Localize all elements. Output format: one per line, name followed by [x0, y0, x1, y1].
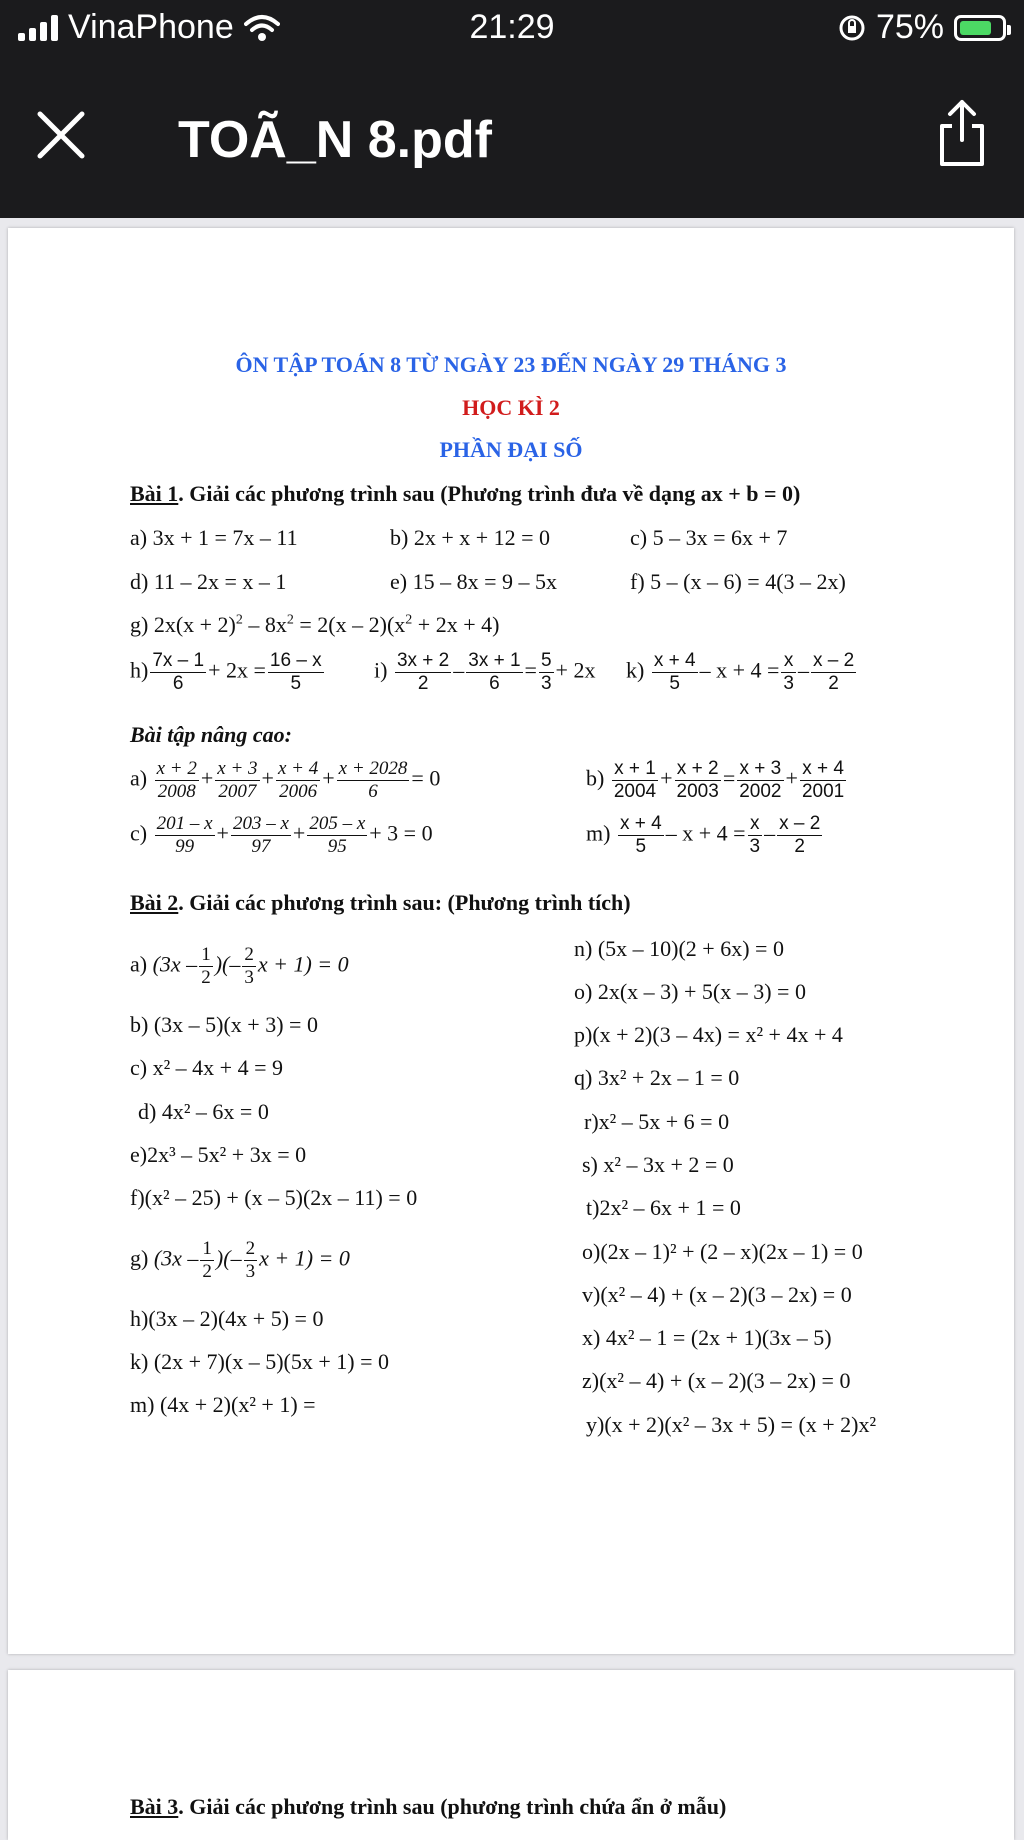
- bai1-c: c) 5 – 3x = 6x + 7: [630, 525, 788, 550]
- bai2-g: g) (3x – $\frac{1}{2}$ )(– $\frac{2}{3}$ x + 1) = 0: [130, 1238, 350, 1282]
- bai2-c: c) x² – 4x + 4 = 9: [130, 1055, 284, 1080]
- advanced-m: m) $\frac{x + 4}{5}$ – x + 4 = $\frac{x}{3}$ – $\frac{x - 2}{2}$: [586, 813, 821, 857]
- battery-percent: 75%: [875, 8, 944, 46]
- status-bar: [0, 0, 1024, 62]
- bai1-g: g) $2x(x + 2)^2 - 8x^2 = 2(x - 2)(x^2 + 2x + 4)$: [130, 612, 500, 637]
- bai2-o: o) 2x(x – 3) + 5(x – 3) = 0: [574, 979, 806, 1004]
- bai1-f: f) 5 – (x – 6) = 4(3 – 2x): [630, 569, 846, 594]
- doc-heading: ÔN TẬP TOÁN 8 TỪ NGÀY 23 ĐẾN NGÀY 29 THÁNG 3: [235, 352, 787, 377]
- bai2-z: z)(x² – 4) + (x – 2)(3 – 2x) = 0: [582, 1368, 851, 1393]
- bai2-f: f)(x² – 25) + (x – 5)(2x – 11) = 0: [130, 1185, 418, 1210]
- bai2-h: h)(3x – 2)(4x + 5) = 0: [130, 1306, 324, 1331]
- advanced-a: a) $\frac{x + 2}{2008}$ + $\frac{x + 3}{2007}$ + $\frac{x + 4}{2006}$ + $\frac{x + 2028}{6}$ = 0: [130, 758, 441, 802]
- top-bar: [0, 62, 1024, 218]
- bai2-p: p)(x + 2)(3 – 4x) = x² + 4x + 4: [574, 1022, 843, 1047]
- bai2-m: m) (4x + 2)(x² + 1) =: [130, 1392, 316, 1417]
- bai2-o2: o)(2x – 1)² + (2 – x)(2x – 1) = 0: [582, 1239, 863, 1264]
- bai2-d: d) 4x² – 6x = 0: [138, 1099, 269, 1124]
- bai2-n: n) (5x – 10)(2 + 6x) = 0: [574, 936, 784, 961]
- bai2-s: s) x² – 3x + 2 = 0: [582, 1152, 734, 1177]
- bai2-k: k) (2x + 7)(x – 5)(5x + 1) = 0: [130, 1349, 390, 1374]
- bai2-r: r)x² – 5x + 6 = 0: [584, 1109, 730, 1134]
- clock: 21:29: [469, 8, 555, 46]
- bai2-y: y)(x + 2)(x² – 3x + 5) = (x + 2)x²: [586, 1412, 877, 1437]
- bai1-d: d) 11 – 2x = x – 1: [130, 569, 287, 594]
- bai2-heading: Bài 2. Giải các phương trình sau: (Phương trình tích): [130, 890, 631, 915]
- bai1-b: b) 2x + x + 12 = 0: [390, 525, 551, 550]
- battery-icon: [954, 15, 1006, 41]
- bai1-k: k) $\frac{x + 4}{5}$ – x + 4 = $\frac{x}{3}$ – $\frac{x - 2}{2}$: [626, 650, 855, 694]
- bai2-x: x) 4x² – 1 = (2x + 1)(3x – 5): [582, 1325, 832, 1350]
- bai1-e: e) 15 – 8x = 9 – 5x: [390, 569, 557, 594]
- bai1-heading: Bài 1. Giải các phương trình sau (Phương trình đưa về dạng ax + b = 0): [130, 481, 801, 506]
- rotation-lock-icon: [838, 14, 866, 42]
- share-icon[interactable]: [934, 98, 990, 168]
- bai1-i: i) $\frac{3x + 2}{2}$ – $\frac{3x + 1}{6}$ = $\frac{5}{3}$ + 2x: [374, 650, 596, 694]
- document-title: TOÃ_N 8.pdf: [178, 111, 492, 169]
- status-right: [838, 8, 1006, 47]
- close-icon[interactable]: [34, 108, 88, 162]
- pdf-page-1[interactable]: [8, 228, 1014, 1654]
- advanced-b: b) $\frac{x + 1}{2004}$ + $\frac{x + 2}{2003}$ = $\frac{x + 3}{2002}$ + $\frac{x + 4}{2001}$: [586, 758, 845, 802]
- doc-section: PHẦN ĐẠI SỐ: [439, 437, 583, 462]
- bai2-e: e)2x³ – 5x² + 3x = 0: [130, 1142, 307, 1167]
- doc-semester: HỌC KÌ 2: [462, 395, 560, 420]
- bai1-h: h) $\frac{7x - 1}{6}$ + 2x = $\frac{16 - x}{5}$: [130, 650, 322, 694]
- pdf-page-2[interactable]: [8, 1670, 1014, 1840]
- bai2-q: q) 3x² + 2x – 1 = 0: [574, 1065, 740, 1090]
- advanced-heading: Bài tập nâng cao:: [130, 722, 292, 747]
- bai3-heading: Bài 3. Giải các phương trình sau (phương trình chứa ẩn ở mẫu): [130, 1794, 727, 1819]
- carrier-name: VinaPhone: [68, 8, 234, 46]
- bai2-a: a) (3x – $\frac{1}{2}$ )(– $\frac{2}{3}$ x + 1) = 0: [130, 944, 349, 988]
- bai2-b: b) (3x – 5)(x + 3) = 0: [130, 1012, 318, 1037]
- advanced-c: c) $\frac{201 - x}{99}$ + $\frac{203 - x}{97}$ + $\frac{205 - x}{95}$ + 3 = 0: [130, 813, 433, 857]
- bai1-a: a) 3x + 1 = 7x – 11: [130, 525, 298, 550]
- bai2-v: v)(x² – 4) + (x – 2)(3 – 2x) = 0: [582, 1282, 852, 1307]
- bai2-t: t)2x² – 6x + 1 = 0: [586, 1195, 741, 1220]
